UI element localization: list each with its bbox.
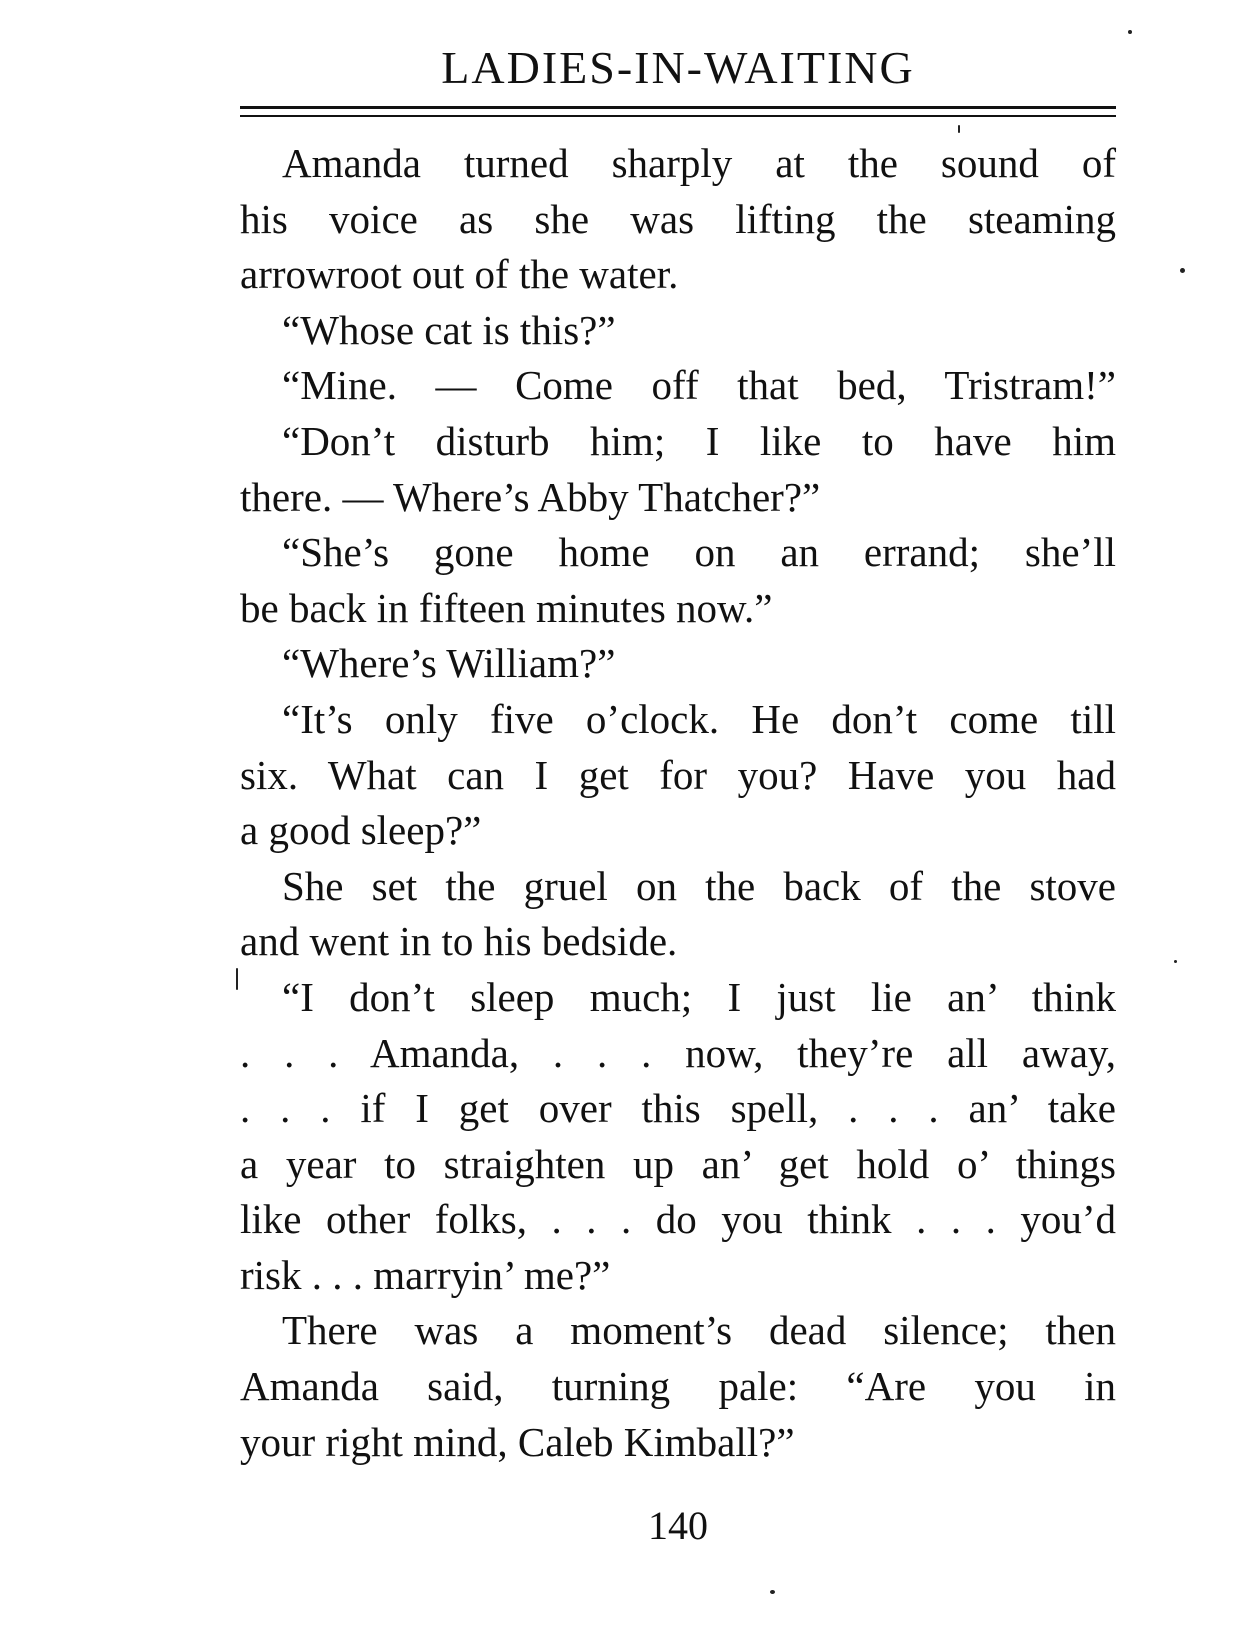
text-line: “She’s gone home on an errand; she’ll <box>282 529 1116 576</box>
text-line: . . . if I get over this spell, . . . an’ take <box>240 1085 1116 1132</box>
scan-speck <box>1180 268 1185 273</box>
scan-speck <box>1174 960 1177 963</box>
text-line: your right mind, Caleb Kimball?” <box>240 1418 795 1465</box>
header-rule-top <box>240 106 1116 109</box>
text-line: a year to straighten up an’ get hold o’ things <box>240 1140 1116 1187</box>
text-line: a good sleep?” <box>240 807 482 854</box>
text-line: his voice as she was lifting the steaming <box>240 195 1116 242</box>
page-number: 140 <box>648 1503 708 1548</box>
text-line: arrowroot out of the water. <box>240 251 679 298</box>
scan-speck <box>1128 30 1132 34</box>
scan-speck <box>770 1590 775 1594</box>
text-line: six. What can I get for you? Have you had <box>240 751 1116 798</box>
text-line: “Whose cat is this?” <box>282 306 616 353</box>
running-title: LADIES-IN-WAITING <box>441 42 915 93</box>
text-line: be back in fifteen minutes now.” <box>240 584 773 631</box>
scan-speck <box>958 125 960 133</box>
text-line: like other folks, . . . do you think . . . you’d <box>240 1196 1116 1243</box>
text-line: Amanda turned sharply at the sound of <box>282 140 1116 186</box>
text-line: Amanda said, turning pale: “Are you in <box>240 1363 1116 1410</box>
text-line: “Mine. — Come off that bed, Tristram!” <box>282 362 1116 409</box>
text-line: risk . . . marryin’ me?” <box>240 1251 611 1298</box>
text-line: there. — Where’s Abby Thatcher?” <box>240 473 821 520</box>
header-rule-bottom <box>240 115 1116 117</box>
body-text <box>240 136 1116 1470</box>
text-line: “It’s only five o’clock. He don’t come till <box>282 695 1116 742</box>
text-line: . . . Amanda, . . . now, they’re all away, <box>240 1029 1116 1076</box>
text-line: and went in to his bedside. <box>240 918 678 965</box>
text-line: “Where’s William?” <box>282 640 616 687</box>
text-line: There was a moment’s dead silence; then <box>282 1307 1116 1354</box>
text-line: “Don’t disturb him; I like to have him <box>282 417 1116 464</box>
text-line: She set the gruel on the back of the stove <box>282 862 1116 909</box>
text-line: “I don’t sleep much; I just lie an’ think <box>282 973 1116 1020</box>
scan-speck <box>236 968 238 990</box>
